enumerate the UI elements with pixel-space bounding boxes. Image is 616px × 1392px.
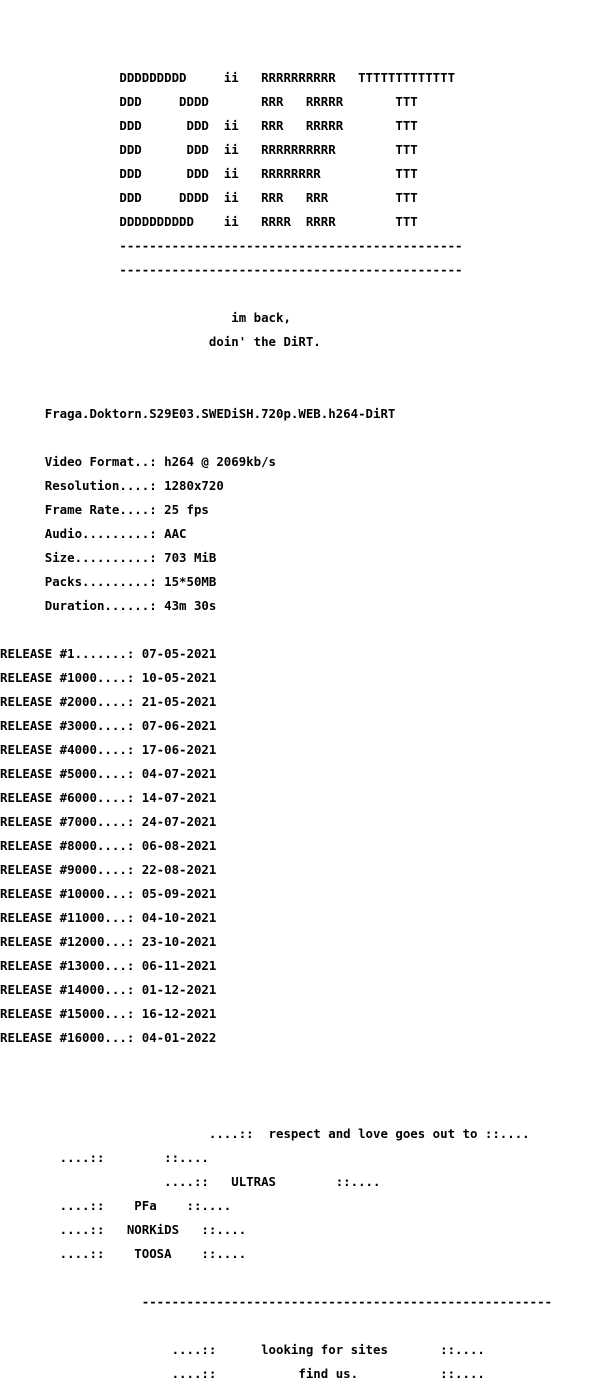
blank-line xyxy=(0,1080,616,1092)
blank-line xyxy=(0,24,616,36)
milestone-line: RELEASE #14000...: 01-12-2021 xyxy=(0,982,217,997)
footer-line: ....:: find us. ::.... xyxy=(0,1366,485,1381)
blank-line xyxy=(0,1104,616,1116)
blank-line xyxy=(0,1272,616,1284)
logo-line: DDD DDD ii RRRRRRRRRR TTT xyxy=(0,142,418,157)
milestone-line: RELEASE #2000....: 21-05-2021 xyxy=(0,694,217,709)
spec-line: Audio.........: AAC xyxy=(0,526,187,541)
logo-divider: ---------------------------------------------- xyxy=(0,238,463,253)
milestone-line: RELEASE #15000...: 16-12-2021 xyxy=(0,1006,217,1021)
milestone-line: RELEASE #16000...: 04-01-2022 xyxy=(0,1030,217,1045)
milestone-line: RELEASE #10000...: 05-09-2021 xyxy=(0,886,217,901)
logo-line: DDD DDDD ii RRR RRR TTT xyxy=(0,190,418,205)
milestone-line: RELEASE #7000....: 24-07-2021 xyxy=(0,814,217,829)
greets-line: ....:: ULTRAS ::.... xyxy=(0,1174,381,1189)
spec-line: Video Format..: h264 @ 2069kb/s xyxy=(0,454,277,469)
greets-line: ....:: PFa ::.... xyxy=(0,1198,232,1213)
logo-line: DDDDDDDDDD ii RRRR RRRR TTT xyxy=(0,214,418,229)
milestone-line: RELEASE #11000...: 04-10-2021 xyxy=(0,910,217,925)
milestone-line: RELEASE #8000....: 06-08-2021 xyxy=(0,838,217,853)
blank-line xyxy=(0,360,616,372)
greets-header: ....:: respect and love goes out to ::.... xyxy=(0,1126,530,1141)
milestone-line: RELEASE #12000...: 23-10-2021 xyxy=(0,934,217,949)
spec-line: Size..........: 703 MiB xyxy=(0,550,217,565)
blank-line xyxy=(0,1056,616,1068)
milestone-line: RELEASE #4000....: 17-06-2021 xyxy=(0,742,217,757)
blank-line xyxy=(0,432,616,444)
tagline-line: im back, xyxy=(0,310,291,325)
greets-line: ....:: TOOSA ::.... xyxy=(0,1246,247,1261)
milestone-line: RELEASE #6000....: 14-07-2021 xyxy=(0,790,217,805)
greets-line: ....:: NORKiDS ::.... xyxy=(0,1222,247,1237)
milestone-line: RELEASE #9000....: 22-08-2021 xyxy=(0,862,217,877)
footer-divider: ------------------------------------------------------- xyxy=(0,1294,553,1309)
spec-line: Packs.........: 15*50MB xyxy=(0,574,217,589)
milestone-line: RELEASE #5000....: 04-07-2021 xyxy=(0,766,217,781)
logo-line: DDDDDDDDD ii RRRRRRRRRR TTTTTTTTTTTTT xyxy=(0,70,456,85)
logo-line: DDD DDD ii RRR RRRRR TTT xyxy=(0,118,418,133)
milestone-line: RELEASE #13000...: 06-11-2021 xyxy=(0,958,217,973)
blank-line xyxy=(0,624,616,636)
logo-line: DDD DDDD RRR RRRRR TTT xyxy=(0,94,418,109)
milestone-line: RELEASE #1.......: 07-05-2021 xyxy=(0,646,217,661)
spec-line: Frame Rate....: 25 fps xyxy=(0,502,209,517)
footer-line: ....:: looking for sites ::.... xyxy=(0,1342,485,1357)
milestone-line: RELEASE #3000....: 07-06-2021 xyxy=(0,718,217,733)
blank-line xyxy=(0,384,616,396)
blank-line xyxy=(0,0,616,12)
spec-line: Duration......: 43m 30s xyxy=(0,598,217,613)
release-name: Fraga.Doktorn.S29E03.SWEDiSH.720p.WEB.h264-DiRT xyxy=(0,406,396,421)
logo-divider: ---------------------------------------------- xyxy=(0,262,463,277)
milestone-line: RELEASE #1000....: 10-05-2021 xyxy=(0,670,217,685)
spec-line: Resolution....: 1280x720 xyxy=(0,478,224,493)
greets-line: ....:: ::.... xyxy=(0,1150,209,1165)
blank-line xyxy=(0,1320,616,1332)
tagline-line: doin' the DiRT. xyxy=(0,334,321,349)
blank-line xyxy=(0,48,616,60)
logo-line: DDD DDD ii RRRRRRRR TTT xyxy=(0,166,418,181)
blank-line xyxy=(0,288,616,300)
